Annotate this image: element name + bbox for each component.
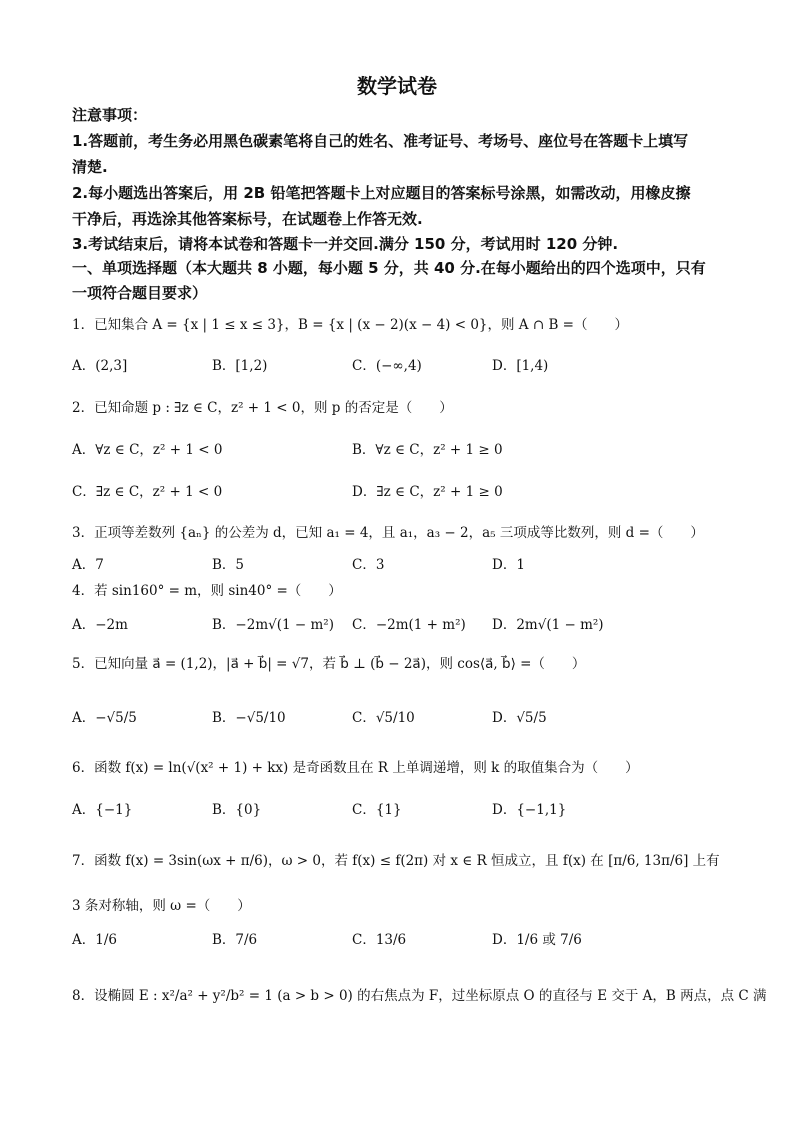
question-stem: 8．设椭圆 E : x²/a² + y²/b² = 1 (a > b > 0) 的右焦点为 F，过坐标原点 O 的直径与 E 交于 A，B 两点，点 C 满 (72, 988, 767, 1004)
option-b: B．[1,2) (212, 358, 268, 374)
question-stem: 5．已知向量 a⃗ = (1,2)，|a⃗ + b⃗| = √7，若 b⃗ ⊥ (b⃗ − 2a⃗)，则 cos⟨a⃗, b⃗⟩ =（ ） (72, 656, 586, 672)
option-d: D．2m√(1 − m²) (492, 617, 604, 633)
question-stem: 2．已知命题 p : ∃z ∈ C，z² + 1 < 0，则 p 的否定是（ ） (72, 400, 453, 416)
option-c: C．−2m(1 + m²) (352, 617, 466, 633)
option-d: D．1 (492, 557, 525, 573)
question-stem: 3．正项等差数列 {aₙ} 的公差为 d，已知 a₁ = 4，且 a₁，a₃ − 2，a₅ 三项成等比数列，则 d =（ ） (72, 525, 704, 541)
option-b: B．5 (212, 557, 245, 573)
option-a: A．∀z ∈ C，z² + 1 < 0 (72, 442, 223, 458)
notice-item: 1.答题前，考生务必用黑色碳素笔将自己的姓名、准考证号、考场号、座位号在答题卡上填写 (72, 132, 689, 150)
page-title: 数学试卷 (357, 74, 437, 98)
option-c: C．∃z ∈ C，z² + 1 < 0 (72, 484, 223, 500)
option-b: B．7/6 (212, 932, 258, 948)
option-c: C．13/6 (352, 932, 407, 948)
option-d: D．[1,4) (492, 358, 549, 374)
option-d: D．√5/5 (492, 710, 547, 726)
question-stem: 7．函数 f(x) = 3sin(ωx + π/6)，ω > 0，若 f(x) ≤ f(2π) 对 x ∈ R 恒成立，且 f(x) 在 [π/6, 13π/6] 上有 (72, 853, 720, 869)
question-stem: 4．若 sin160° = m，则 sin40° =（ ） (72, 583, 342, 599)
option-b: B．−2m√(1 − m²) (212, 617, 334, 633)
notice-item: 清楚. (72, 158, 108, 176)
option-a: A．−√5/5 (72, 710, 137, 726)
notice-item: 干净后，再选涂其他答案标号，在试题卷上作答无效. (72, 210, 423, 228)
question-stem-cont: 3 条对称轴，则 ω =（ ） (72, 898, 251, 914)
question-stem: 1．已知集合 A = {x | 1 ≤ x ≤ 3}，B = {x | (x − 2)(x − 4) < 0}，则 A ∩ B =（ ） (72, 317, 628, 333)
option-c: C．(−∞,4) (352, 358, 422, 374)
option-d: D．{−1,1} (492, 802, 567, 818)
option-b: B．∀z ∈ C，z² + 1 ≥ 0 (352, 442, 503, 458)
notice-item: 3.考试结束后，请将本试卷和答题卡一并交回.满分 150 分，考试用时 120 分钟. (72, 235, 619, 253)
option-b: B．{0} (212, 802, 262, 818)
option-b: B．−√5/10 (212, 710, 286, 726)
option-a: A．−2m (72, 617, 128, 633)
option-d: D．∃z ∈ C，z² + 1 ≥ 0 (352, 484, 503, 500)
option-a: A．(2,3] (72, 358, 128, 374)
question-stem: 6．函数 f(x) = ln(√(x² + 1) + kx) 是奇函数且在 R 上单调递增，则 k 的取值集合为（ ） (72, 760, 639, 776)
option-a: A．{−1} (72, 802, 133, 818)
option-c: C．{1} (352, 802, 402, 818)
notice-heading: 注意事项： (72, 106, 148, 124)
section-heading: 一、单项选择题（本大题共 8 小题，每小题 5 分，共 40 分.在每小题给出的四个选项中，只有 (72, 259, 706, 277)
option-d: D．1/6 或 7/6 (492, 932, 582, 948)
notice-item: 2.每小题选出答案后，用 2B 铅笔把答题卡上对应题目的答案标号涂黑，如需改动，用橡皮擦 (72, 184, 691, 202)
option-a: A．1/6 (72, 932, 117, 948)
option-c: C．√5/10 (352, 710, 415, 726)
option-c: C．3 (352, 557, 385, 573)
option-a: A．7 (72, 557, 104, 573)
section-heading-cont: 一项符合题目要求） (72, 284, 208, 302)
